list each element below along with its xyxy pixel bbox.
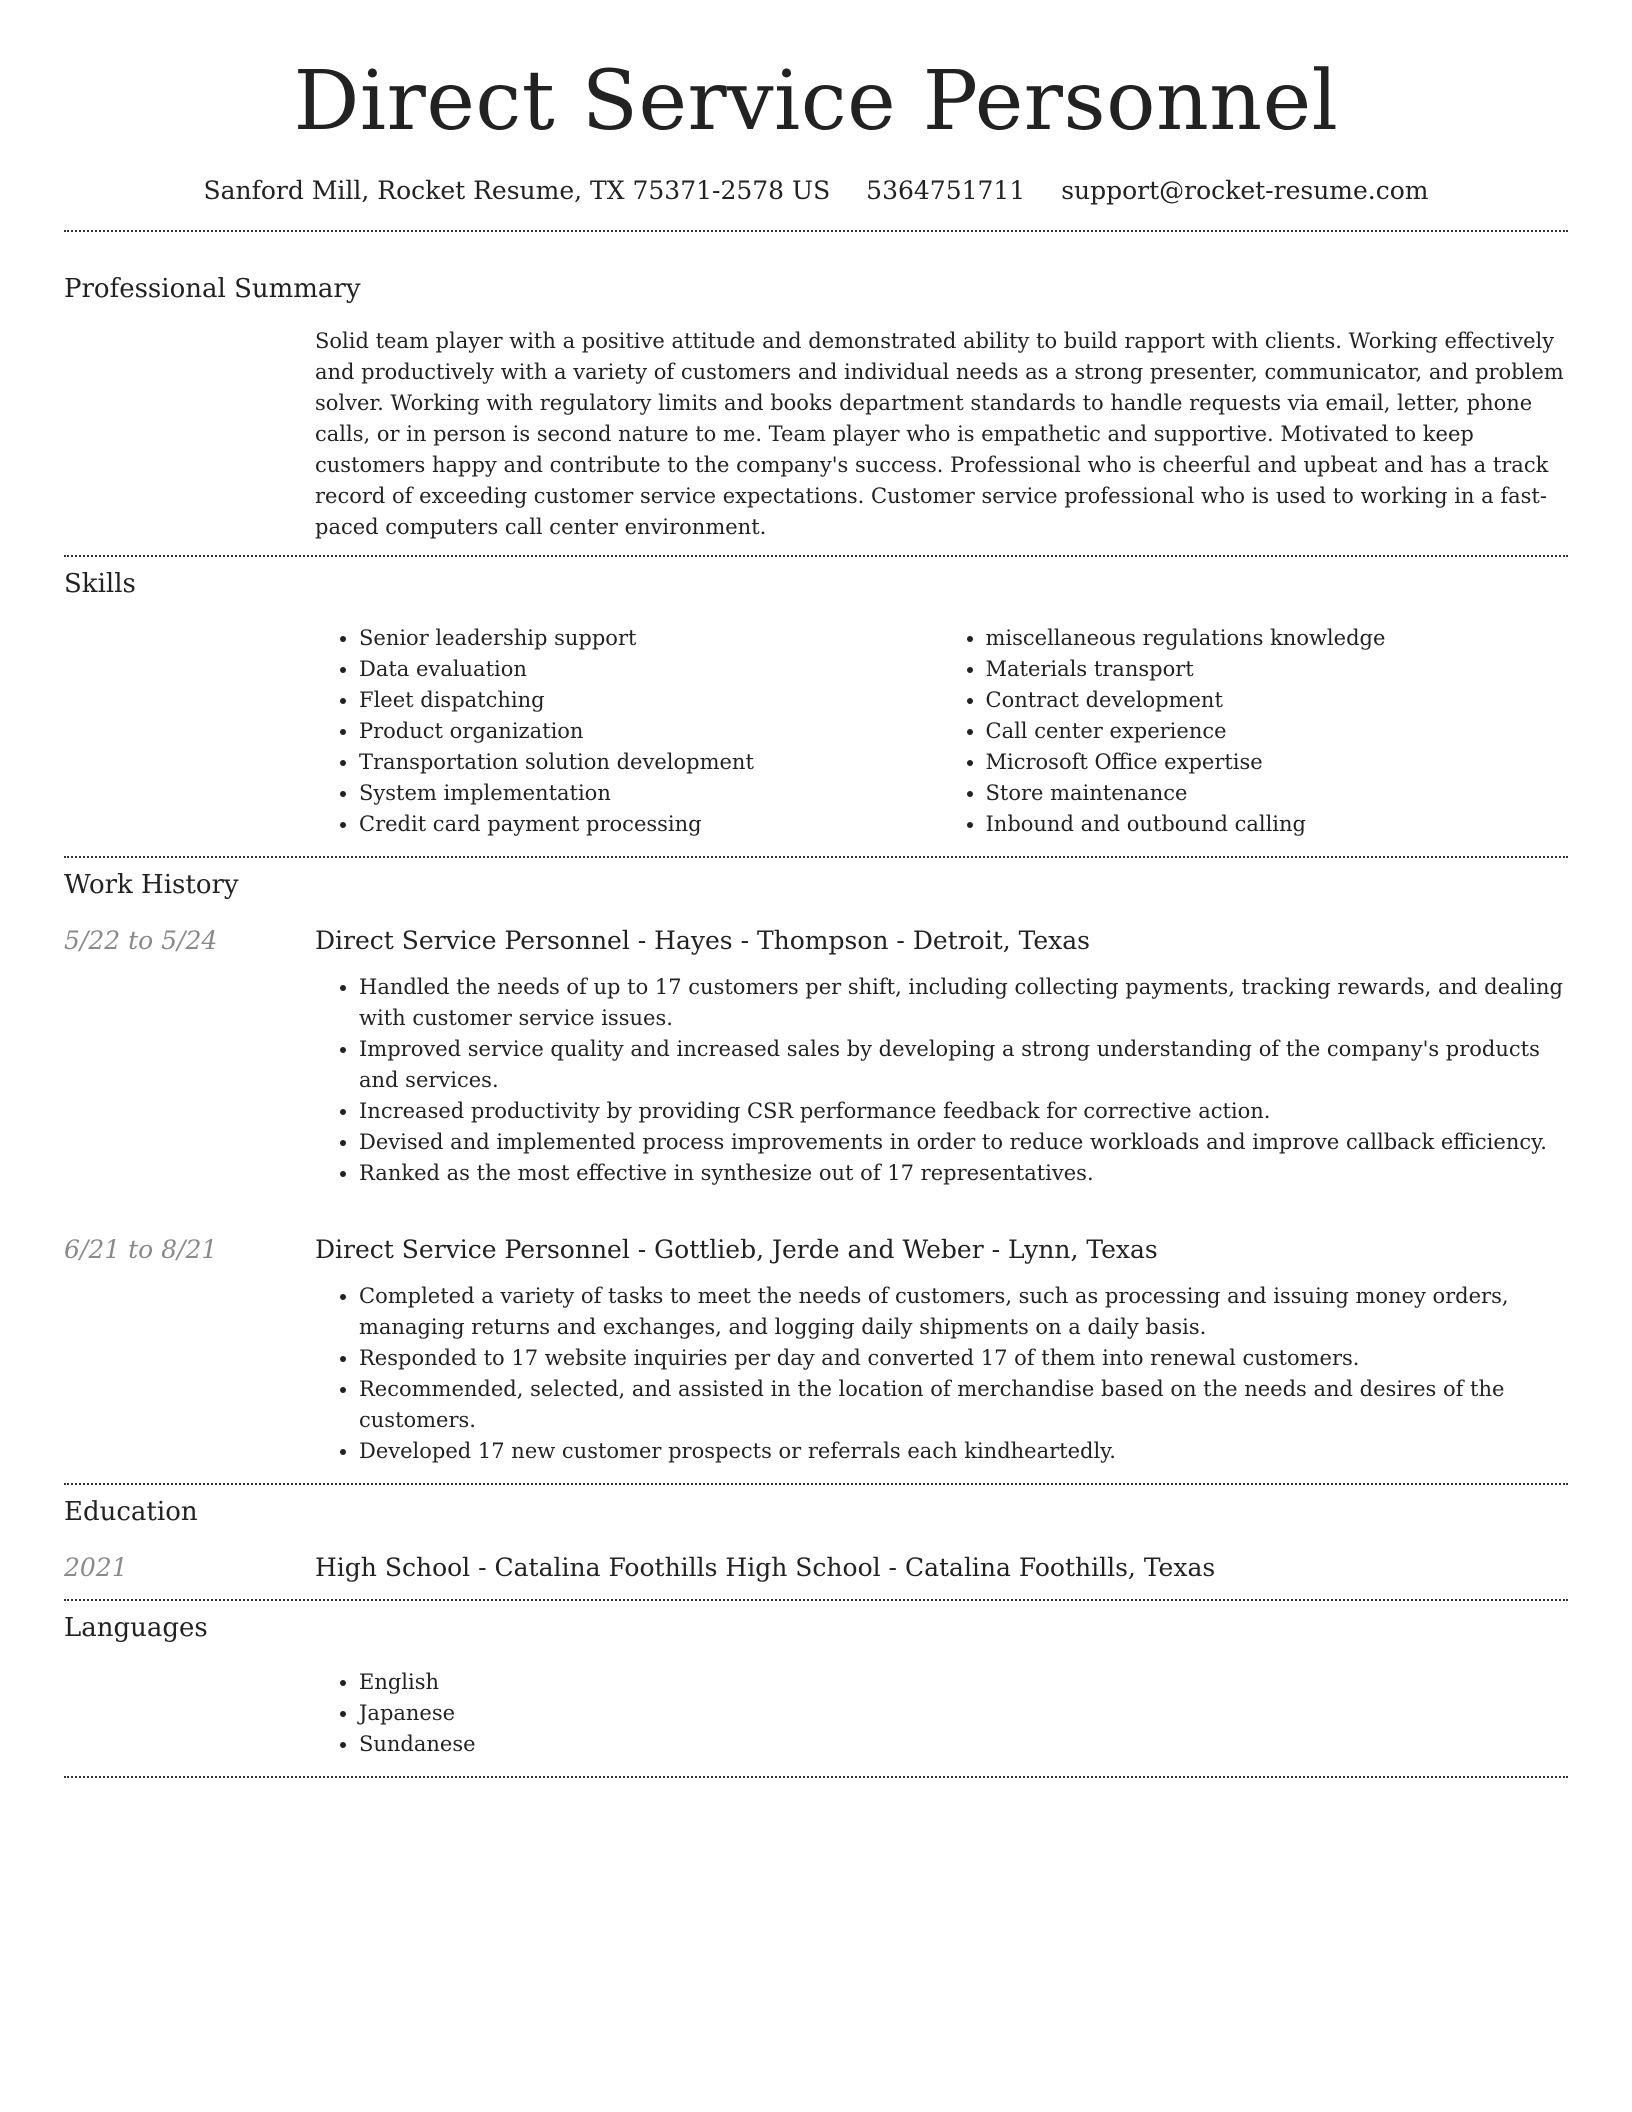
job-bullet: • Recommended, selected, and assisted in the location of merchandise based on the needs and desires of the customers. [359, 1374, 1568, 1436]
skills-section [64, 557, 1568, 840]
skill-item: • Transportation solution development [359, 747, 942, 778]
skills-columns [315, 623, 1568, 840]
work-section [64, 858, 1568, 1467]
education-entry [64, 1551, 1568, 1585]
job-entry [64, 1233, 1568, 1467]
skill-item: • Credit card payment processing [359, 809, 942, 840]
skills-heading: Skills [64, 569, 136, 599]
language-item: • Japanese [359, 1698, 1568, 1729]
job-bullet: • Responded to 17 website inquiries per day and converted 17 of them into renewal customers. [359, 1343, 1568, 1374]
education-heading: Education [64, 1497, 198, 1527]
contact-email: support@rocket-resume.com [1061, 176, 1429, 205]
job-bullets [315, 972, 1568, 1189]
skills-list-right [942, 623, 1569, 840]
languages-list [315, 1667, 1568, 1760]
summary-section [64, 232, 1568, 543]
languages-section [64, 1601, 1568, 1760]
job-details [315, 924, 1568, 1189]
education-year: 2021 [64, 1553, 128, 1582]
skill-item: • Fleet dispatching [359, 685, 942, 716]
resume-page [64, 0, 1568, 1778]
education-title: High School - Catalina Foothills High School - Catalina Foothills, Texas [315, 1553, 1216, 1582]
skill-item: • Senior leadership support [359, 623, 942, 654]
languages-heading: Languages [64, 1613, 208, 1643]
language-item: • English [359, 1667, 1568, 1698]
contact-line [64, 174, 1568, 208]
skills-list-left [315, 623, 942, 840]
divider [64, 1776, 1568, 1778]
skill-item: • miscellaneous regulations knowledge [986, 623, 1569, 654]
skill-item: • Call center experience [986, 716, 1569, 747]
job-bullets [315, 1281, 1568, 1467]
job-bullet: • Devised and implemented process improvements in order to reduce workloads and improve callback efficiency. [359, 1127, 1568, 1158]
skill-item: • Product organization [359, 716, 942, 747]
contact-phone: 5364751711 [866, 176, 1026, 205]
contact-address: Sanford Mill, Rocket Resume, TX 75371-2578 US [203, 176, 831, 205]
job-bullet: • Handled the needs of up to 17 customers per shift, including collecting payments, tracking rewards, and dealing with customer service issues. [359, 972, 1568, 1034]
skill-item: • Microsoft Office expertise [986, 747, 1569, 778]
skill-item: • Data evaluation [359, 654, 942, 685]
summary-heading: Professional Summary [64, 274, 361, 304]
language-item: • Sundanese [359, 1729, 1568, 1760]
skill-item: • System implementation [359, 778, 942, 809]
job-dates: 6/21 to 8/21 [64, 1235, 218, 1264]
skill-item: • Store maintenance [986, 778, 1569, 809]
job-details [315, 1233, 1568, 1467]
skill-item: • Inbound and outbound calling [986, 809, 1569, 840]
job-bullet: • Developed 17 new customer prospects or referrals each kindheartedly. [359, 1436, 1568, 1467]
summary-text: Solid team player with a positive attitude and demonstrated ability to build rapport with clients. Working effectively and productively with a variety of customers and individual needs as a strong presenter, communicator, and problem solver. Working with regulatory limits and books department standards to handle requests via email, letter, phone calls, or in person is second nature to me. Team player who is empathetic and supportive. Motivated to keep customers happy and contribute to the company's success. Professional who is cheerful and upbeat and has a track record of exceeding customer service expectations. Customer service professional who is used to working in a fast-paced computers call center environment. [315, 329, 1564, 539]
job-bullet: • Increased productivity by providing CSR performance feedback for corrective action. [359, 1096, 1568, 1127]
job-title: Direct Service Personnel - Hayes - Thompson - Detroit, Texas [315, 926, 1091, 955]
candidate-name: Direct Service Personnel [293, 54, 1339, 149]
skill-item: • Materials transport [986, 654, 1569, 685]
resume-header [64, 0, 1568, 208]
job-dates: 5/22 to 5/24 [64, 926, 218, 955]
skill-item: • Contract development [986, 685, 1569, 716]
job-bullet: • Improved service quality and increased sales by developing a strong understanding of the company's products and services. [359, 1034, 1568, 1096]
job-entry [64, 924, 1568, 1189]
job-title: Direct Service Personnel - Gottlieb, Jerde and Weber - Lynn, Texas [315, 1235, 1158, 1264]
job-bullet: • Completed a variety of tasks to meet the needs of customers, such as processing and issuing money orders, managing returns and exchanges, and logging daily shipments on a daily basis. [359, 1281, 1568, 1343]
education-section [64, 1485, 1568, 1585]
work-heading: Work History [64, 870, 239, 900]
job-bullet: • Ranked as the most effective in synthesize out of 17 representatives. [359, 1158, 1568, 1189]
